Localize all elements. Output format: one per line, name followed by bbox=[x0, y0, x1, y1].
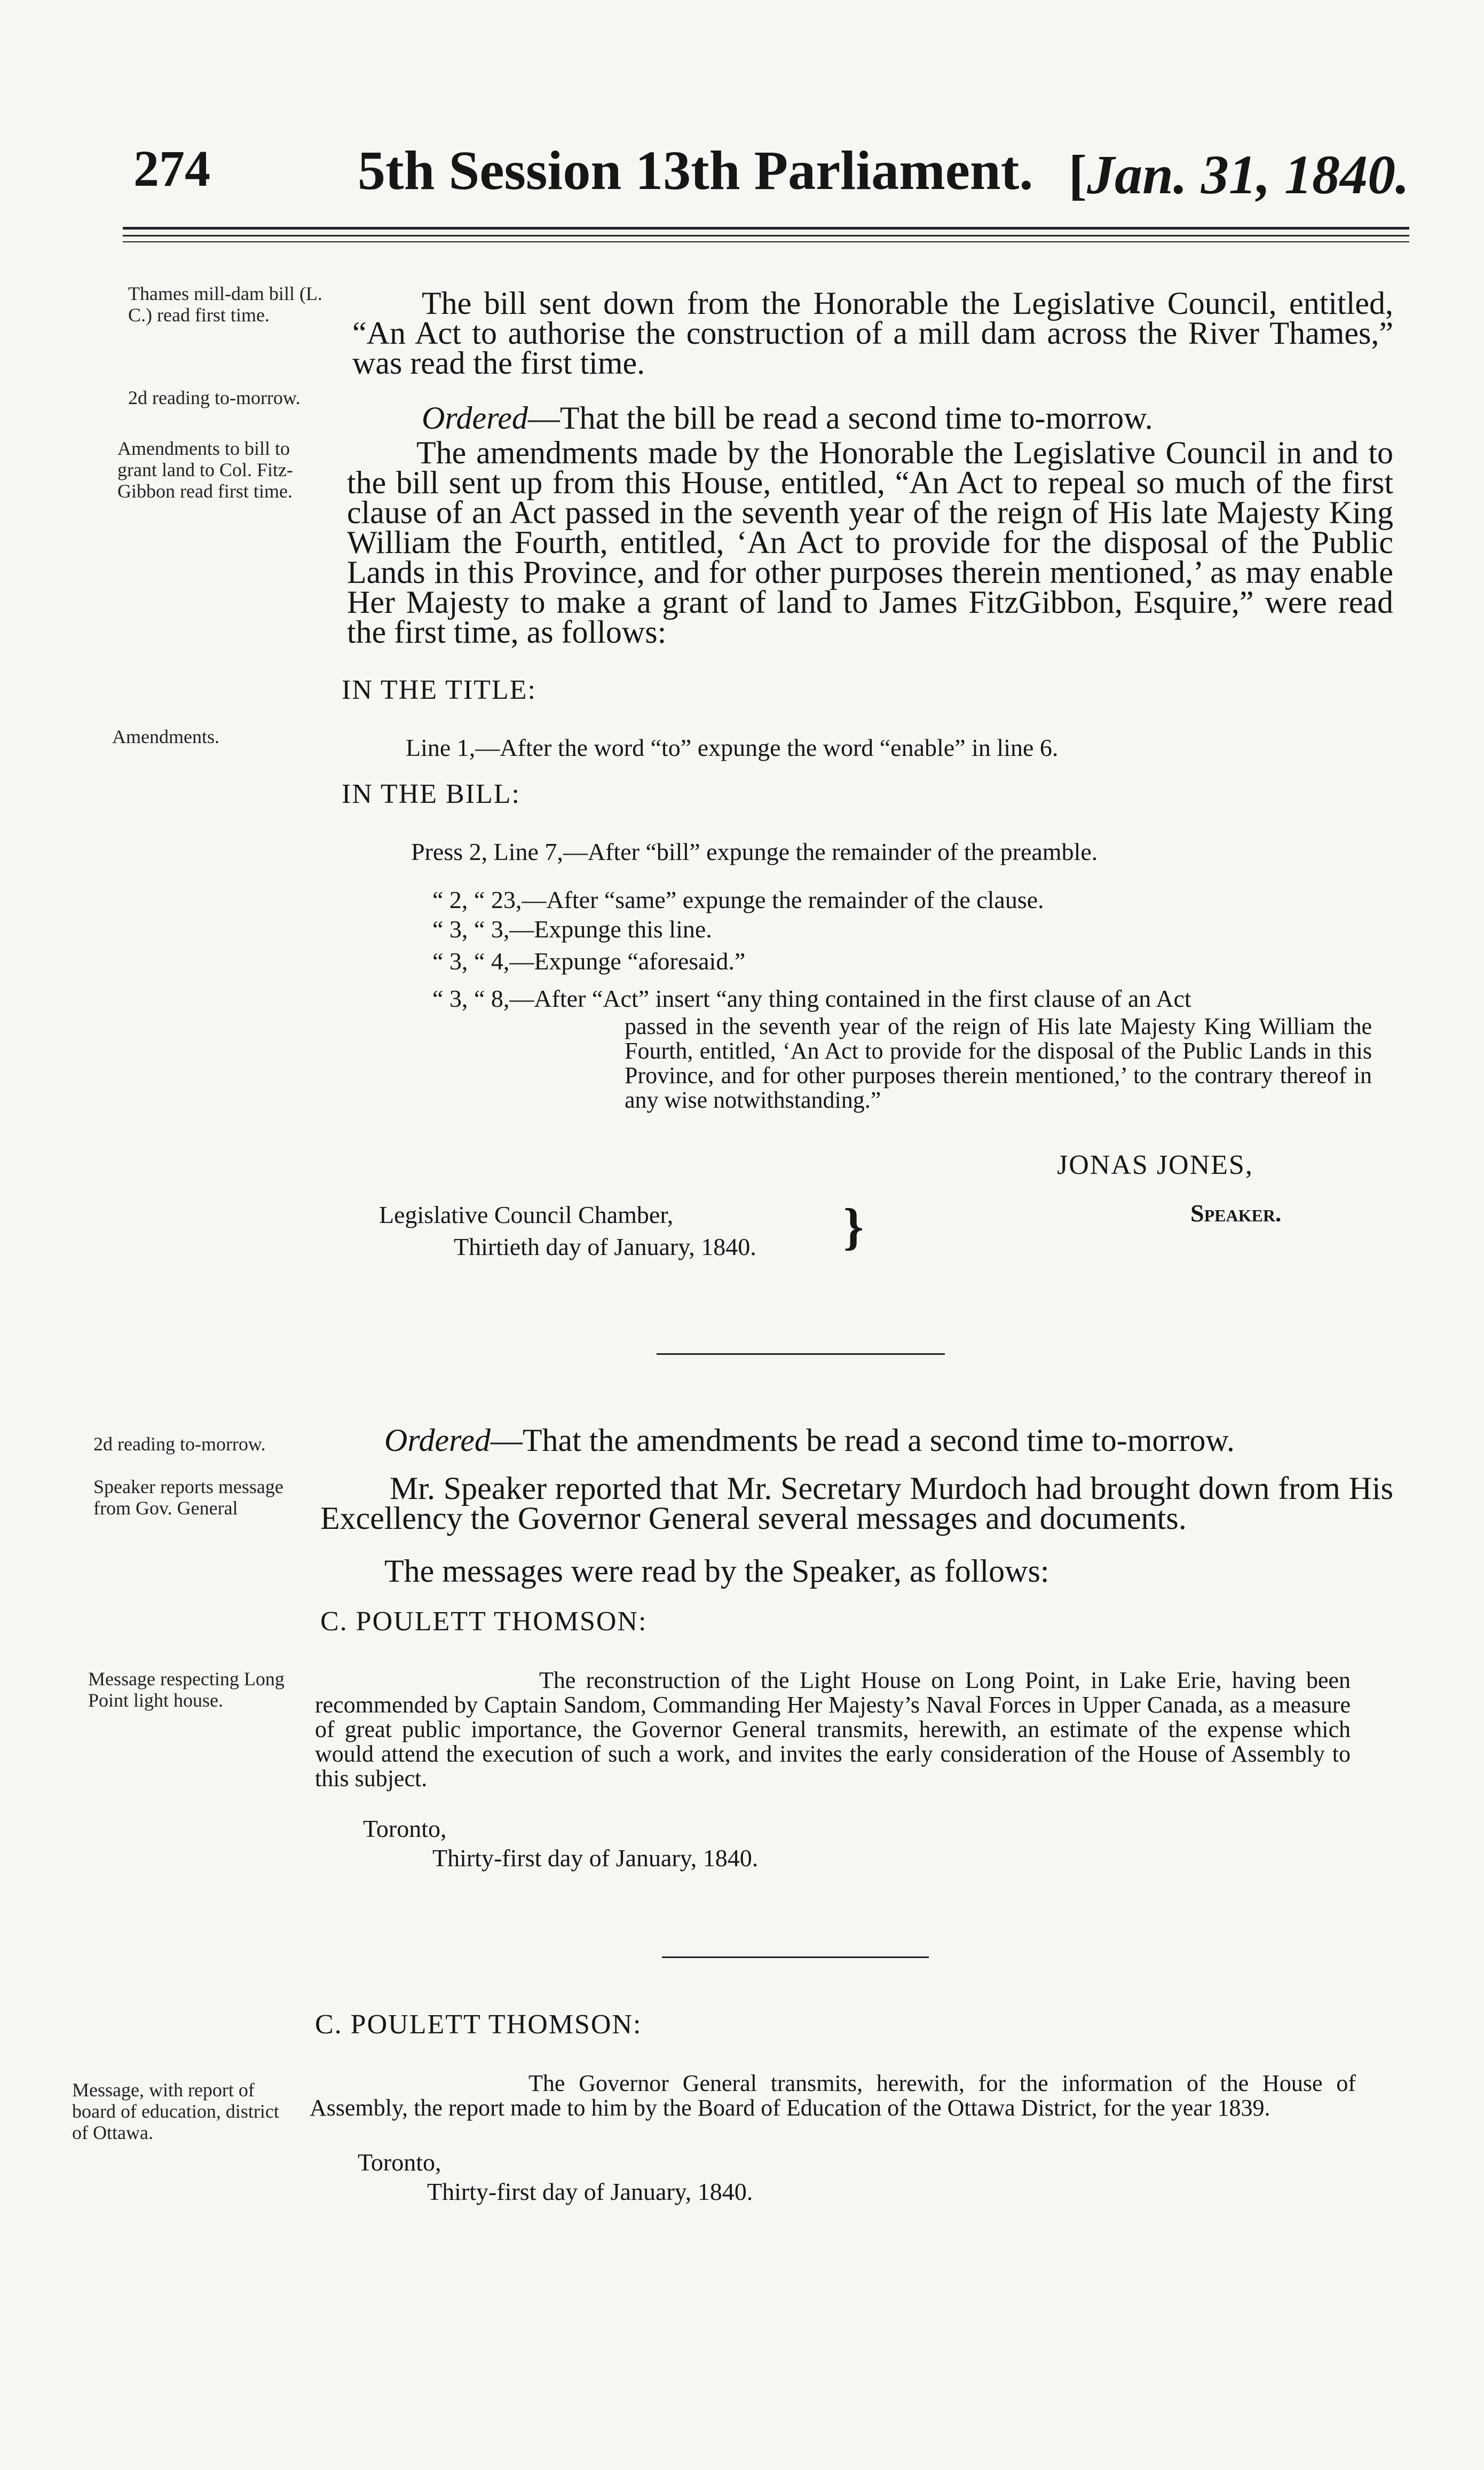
margin-note: Amendments to bill to grant land to Col. Fitz-Gibbon read first time. bbox=[117, 438, 293, 502]
bill-amendment-line: “ 3, “ 3,—Expunge this line. bbox=[432, 916, 712, 943]
ordered-paragraph bbox=[384, 1423, 1399, 1458]
ordered-text: —That the bill be read a second time to-morrow. bbox=[527, 400, 1153, 436]
bill-amendment-line: “ 2, “ 23,—After “same” expunge the remainder of the clause. bbox=[432, 886, 1044, 913]
message-place: Toronto, bbox=[358, 2149, 441, 2176]
margin-note: 2d reading to-morrow. bbox=[128, 387, 301, 408]
messages-read-line: The messages were read by the Speaker, as follows: bbox=[384, 1553, 1049, 1589]
margin-note: Message, with report of board of education, district of Ottawa. bbox=[72, 2079, 279, 2143]
title-heading: IN THE TITLE: bbox=[342, 675, 536, 705]
header-rule bbox=[123, 227, 1409, 230]
bill-amendment-continuation: passed in the seventh year of the reign of His late Majesty King William the Fourth, entitled, ‘An Act to provide for the disposal of the Public Lands in this Province, and for other purposes therein mentioned,’ to the contrary thereof in any wise notwithstanding.” bbox=[625, 1013, 1372, 1113]
message-date: Thirty-first day of January, 1840. bbox=[427, 2178, 753, 2205]
chamber-line: Legislative Council Chamber, bbox=[379, 1201, 674, 1228]
amendments-paragraph: The amendments made by the Honorable the Legislative Council in and to the bill sent up from this House, entitled, “An Act to repeal so much of the first clause of an Act passed in the seventh year of the reign of His late Majesty King William the Fourth, entitled, ‘An Act to provide for the disposal of the Public Lands in this Province, and for other purposes therein mentioned,’ as may enable Her Majesty to make a grant of land to James FitzGibbon, Esquire,” were read the first time, as follows: bbox=[347, 435, 1393, 650]
bill-amendment-line: “ 3, “ 4,—Expunge “aforesaid.” bbox=[432, 948, 746, 975]
date-bracket: [ bbox=[1068, 144, 1087, 206]
margin-note: Message respecting Long Point light house. bbox=[88, 1668, 285, 1711]
message-text: The Governor General transmits, herewith, for the information of the House of Assembly, the report made to him by the Board of Education of the Ottawa District, for the year 1839. bbox=[310, 2070, 1356, 2121]
ordered-text: —That the amendments be read a second time to-morrow. bbox=[490, 1423, 1235, 1458]
page-header bbox=[133, 128, 1409, 219]
ordered-italic: Ordered bbox=[384, 1423, 491, 1458]
chamber-date: Thirtieth day of January, 1840. bbox=[454, 1233, 756, 1260]
governor-name: C. POULETT THOMSON: bbox=[320, 1606, 648, 1637]
page-number: 274 bbox=[133, 140, 210, 197]
bill-paragraph: The bill sent down from the Honorable the Legislative Council, entitled, “An Act to authorise the construction of a mill dam across the River Thames,” was read the first time. bbox=[352, 286, 1393, 381]
brace: } bbox=[843, 1198, 864, 1255]
bill-amendment-line: “ 3, “ 8,—After “Act” insert “any thing contained in the first clause of an Act bbox=[432, 985, 1191, 1012]
speaker-report-paragraph: Mr. Speaker reported that Mr. Secretary Murdoch had brought down from His Excellency the Governor General several messages and documents. bbox=[320, 1471, 1393, 1536]
message-place: Toronto, bbox=[363, 1815, 447, 1842]
margin-note: 2d reading to-morrow. bbox=[93, 1433, 266, 1455]
title-amendment-line: Line 1,—After the word “to” expunge the word “enable” in line 6. bbox=[406, 734, 1059, 761]
margin-note: Speaker reports message from Gov. General bbox=[93, 1476, 283, 1519]
margin-note: Thames mill-dam bill (L. C.) read first time. bbox=[128, 283, 322, 326]
session-title: 5th Session 13th Parliament. bbox=[358, 140, 1033, 201]
signer-title: Speaker. bbox=[1190, 1200, 1282, 1227]
governor-name: C. POULETT THOMSON: bbox=[315, 2009, 642, 2040]
bill-amendment-line: Press 2, Line 7,—After “bill” expunge the remainder of the preamble. bbox=[411, 838, 1098, 865]
section-divider bbox=[662, 1956, 929, 1958]
signer-name: JONAS JONES, bbox=[1057, 1150, 1253, 1180]
section-divider bbox=[657, 1353, 945, 1355]
ordered-paragraph bbox=[422, 400, 1393, 436]
bill-heading: IN THE BILL: bbox=[342, 779, 520, 809]
date-text: Jan. 31, 1840. bbox=[1087, 144, 1409, 206]
ordered-italic: Ordered bbox=[422, 400, 528, 436]
margin-note: Amendments. bbox=[112, 726, 219, 747]
header-rule bbox=[123, 241, 1409, 242]
header-rule bbox=[123, 235, 1409, 236]
message-text: The reconstruction of the Light House on Long Point, in Lake Erie, having been recommended by Captain Sandom, Commanding Her Majesty’s Naval Forces in Upper Canada, as a measure of great public importance, the Governor General transmits, herewith, an estimate of the expense which would attend the execution of such a work, and invites the early consideration of the House of Assembly to this subject. bbox=[315, 1667, 1351, 1792]
message-date: Thirty-first day of January, 1840. bbox=[432, 1844, 759, 1872]
header-date bbox=[1069, 143, 1409, 207]
